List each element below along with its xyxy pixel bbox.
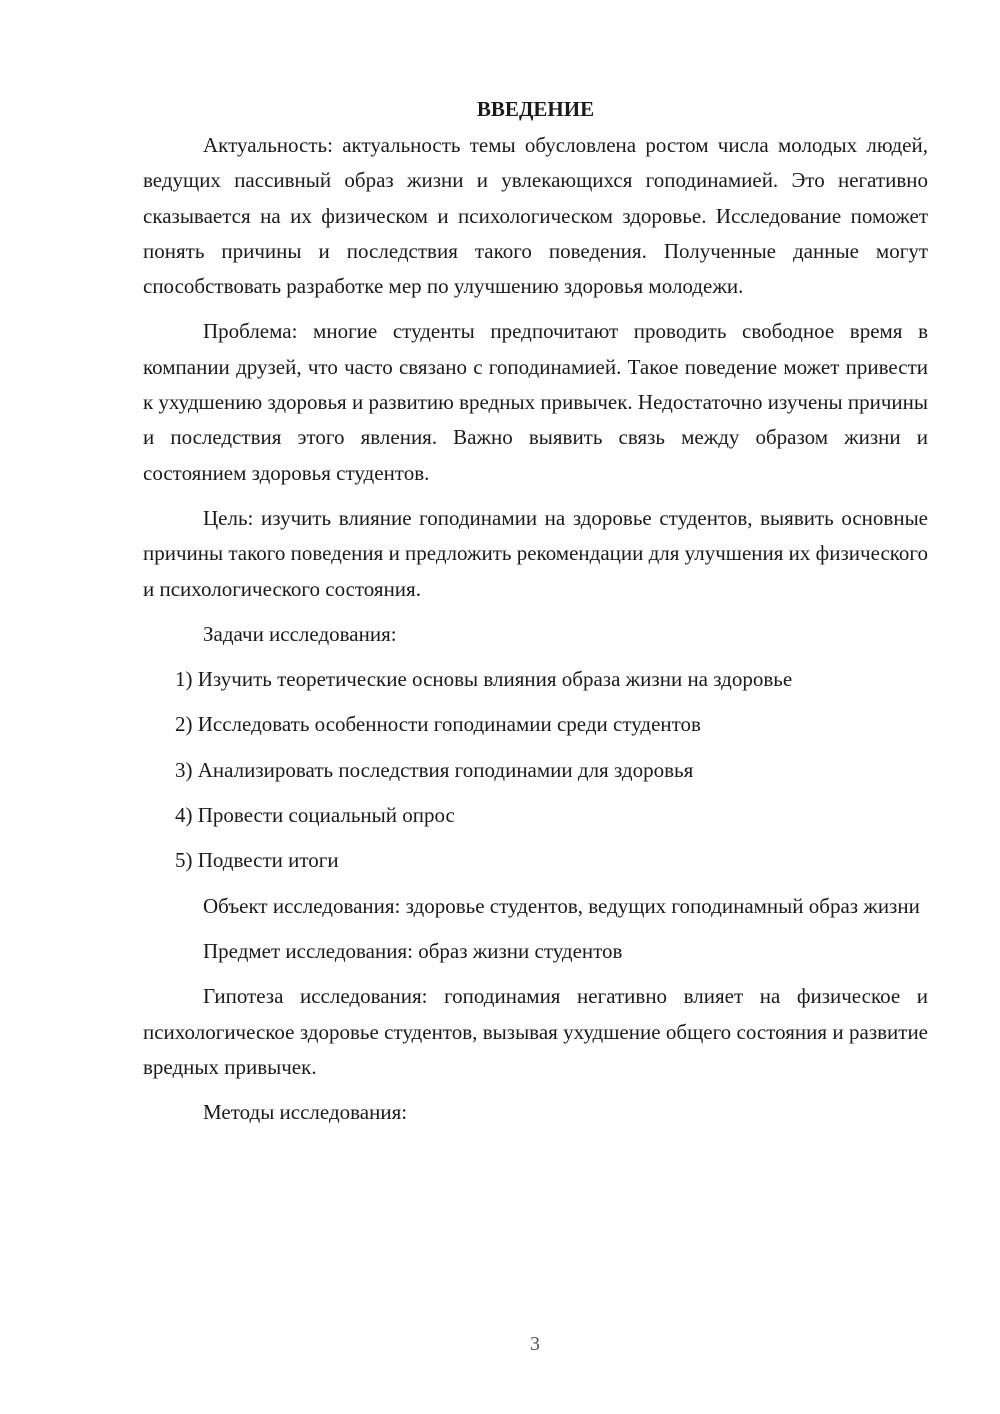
subject-paragraph: Предмет исследования: образ жизни студентов (203, 938, 623, 963)
page-number: 3 (530, 1333, 540, 1355)
task-list (143, 662, 928, 878)
document-page (143, 92, 928, 1130)
goal-paragraph: Цель: изучить влияние гоподинамии на здоровье студентов, выявить основные причины такого поведения и предложить рекомендации для улучшения их физического и психологического состояния. (143, 505, 928, 601)
task-item: 5) Подвести итоги (175, 848, 339, 873)
task-item: 1) Изучить теоретические основы влияния образа жизни на здоровье (175, 667, 793, 692)
problem-paragraph: Проблема: многие студенты предпочитают проводить свободное время в компании друзей, что часто связано с гоподинамией. Такое поведение может привести к ухудшению здоровья и развитию вредных привычек. Недостаточно изучены причины и последствия этого явления. Важно выявить связь между образом жизни и состоянием здоровья студентов. (143, 319, 928, 485)
tasks-label: Задачи исследования: (203, 621, 397, 646)
page-title: ВВЕДЕНИЕ (476, 97, 595, 121)
methods-label: Методы исследования: (203, 1100, 408, 1125)
task-item: 4) Провести социальный опрос (175, 803, 455, 828)
hypothesis-paragraph: Гипотеза исследования: гоподинамия негативно влияет на физическое и психологическое здоровье студентов, вызывая ухудшение общего состояния и развитие вредных привычек. (143, 984, 928, 1079)
task-item: 2) Исследовать особенности гоподинамии среди студентов (175, 712, 701, 737)
object-paragraph: Объект исследования: здоровье студентов, ведущих гоподинамный образ жизни (203, 893, 920, 918)
relevance-paragraph: Актуальность: актуальность темы обусловлена ростом числа молодых людей, ведущих пассивный образ жизни и увлекающихся гоподинамией. Это негативно сказывается на их физическом и психологическом здоровье. Исследование поможет понять причины и последствия такого поведения. Полученные данные могут способствовать разработке мер по улучшению здоровья молодежи. (143, 133, 928, 299)
task-item: 3) Анализировать последствия гоподинамии для здоровья (175, 757, 694, 782)
